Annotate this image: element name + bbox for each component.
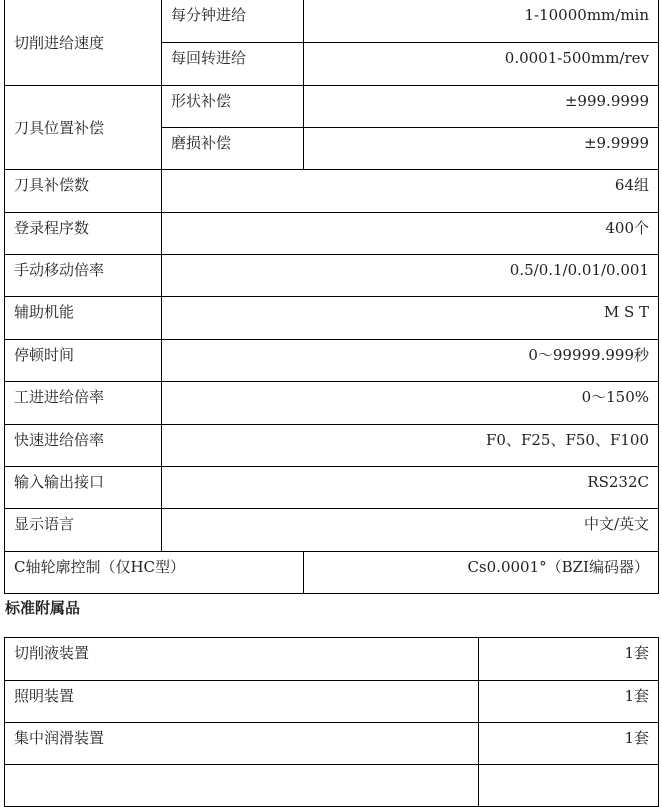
row-value: 0～99999.999秒 (162, 340, 659, 382)
section-heading: 标准附属品 (5, 599, 81, 617)
table-row (5, 297, 659, 340)
row-value: 1-10000mm/min (304, 0, 659, 43)
table-row (5, 0, 659, 43)
table-row (5, 382, 659, 425)
row-value: 0～150% (162, 382, 659, 425)
row-label: 手动移动倍率 (5, 255, 162, 297)
row-value: F0、F25、F50、F100 (162, 425, 659, 467)
spec-table (4, 0, 659, 594)
row-label: 输入输出接口 (5, 467, 162, 509)
table-row (5, 425, 659, 467)
row-value: ±9.9999 (304, 128, 659, 170)
row-label: 停顿时间 (5, 340, 162, 382)
row-label: 刀具补偿数 (5, 170, 162, 213)
row-value: 中文/英文 (162, 509, 659, 552)
row-value: 1套 (479, 638, 659, 681)
row-label: 集中润滑装置 (5, 723, 479, 765)
table-row (5, 170, 659, 213)
row-value: 0.5/0.1/0.01/0.001 (162, 255, 659, 297)
row-value: 1套 (479, 723, 659, 765)
accessories-table (4, 637, 659, 807)
row-label: 照明装置 (5, 681, 479, 723)
row-sublabel: 形状补偿 (162, 86, 304, 128)
table-row (5, 509, 659, 552)
row-value (479, 765, 659, 807)
table-row (5, 552, 659, 594)
row-label: 辅助机能 (5, 297, 162, 340)
row-value: Cs0.0001°（BZI编码器） (304, 552, 659, 594)
table-row (5, 638, 659, 681)
row-value: 64组 (162, 170, 659, 213)
table-row (5, 213, 659, 255)
row-label: 切削进给速度 (5, 0, 162, 86)
row-label (5, 765, 479, 807)
table-row (5, 765, 659, 807)
row-value: ±999.9999 (304, 86, 659, 128)
row-label: 快速进给倍率 (5, 425, 162, 467)
row-value: 1套 (479, 681, 659, 723)
row-label: 切削液装置 (5, 638, 479, 681)
row-sublabel: 每分钟进给 (162, 0, 304, 43)
table-row (5, 255, 659, 297)
row-sublabel: 每回转进给 (162, 43, 304, 86)
table-row (5, 723, 659, 765)
table-row (5, 681, 659, 723)
row-sublabel: 磨损补偿 (162, 128, 304, 170)
row-label: 登录程序数 (5, 213, 162, 255)
row-value: RS232C (162, 467, 659, 509)
row-value: 0.0001-500mm/rev (304, 43, 659, 86)
row-label: 刀具位置补偿 (5, 86, 162, 170)
row-value: 400个 (162, 213, 659, 255)
row-label: C轴轮廓控制（仅HC型） (5, 552, 304, 594)
table-row (5, 340, 659, 382)
table-row (5, 467, 659, 509)
table-row (5, 86, 659, 128)
row-label: 工进进给倍率 (5, 382, 162, 425)
row-value: M S T (162, 297, 659, 340)
row-label: 显示语言 (5, 509, 162, 552)
